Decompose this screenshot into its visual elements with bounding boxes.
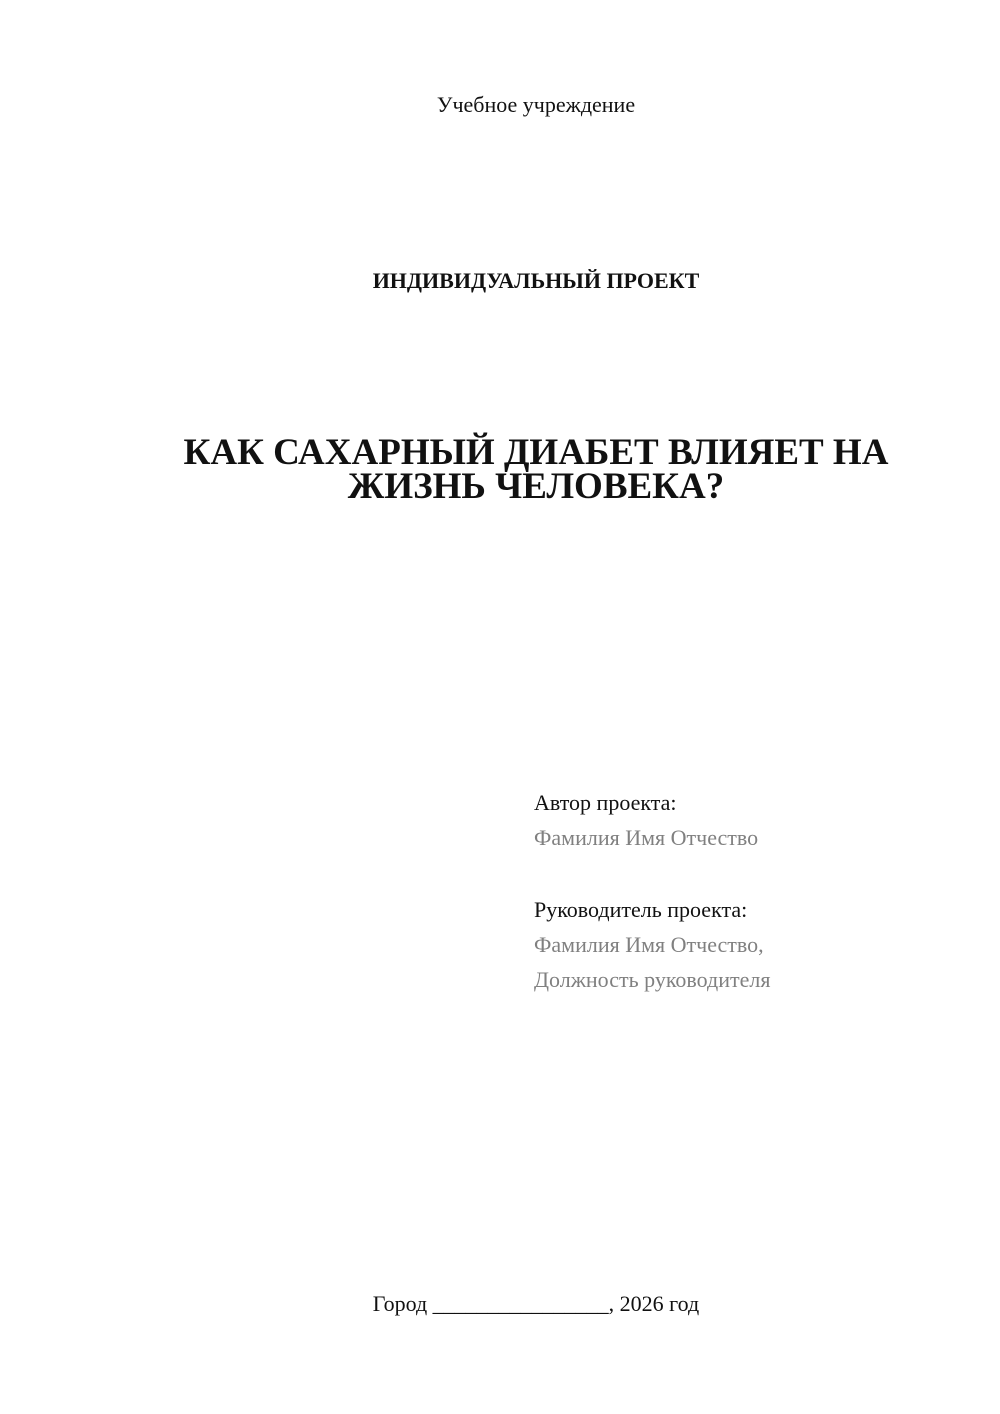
city-label: Город xyxy=(372,1291,428,1316)
author-block xyxy=(534,785,758,855)
supervisor-name: Фамилия Имя Отчество, xyxy=(534,932,764,957)
project-type: ИНДИВИДУАЛЬНЫЙ ПРОЕКТ xyxy=(372,268,700,293)
city-blank: ________________ xyxy=(432,1291,609,1316)
institution: Учебное учреждение xyxy=(436,92,636,117)
author-name: Фамилия Имя Отчество xyxy=(534,825,759,850)
supervisor-label: Руководитель проекта: xyxy=(534,897,748,922)
supervisor-position: Должность руководителя xyxy=(534,967,771,992)
project-title xyxy=(177,432,895,507)
supervisor-block xyxy=(534,892,770,997)
year: , 2026 год xyxy=(608,1291,700,1316)
title-line: КАК САХАРНЫЙ ДИАБЕТ ВЛИЯЕТ НА xyxy=(183,432,889,473)
title-line: ЖИЗНЬ ЧЕЛОВЕКА? xyxy=(347,466,725,507)
author-label: Автор проекта: xyxy=(534,790,677,815)
footer-city-year xyxy=(177,1291,895,1317)
